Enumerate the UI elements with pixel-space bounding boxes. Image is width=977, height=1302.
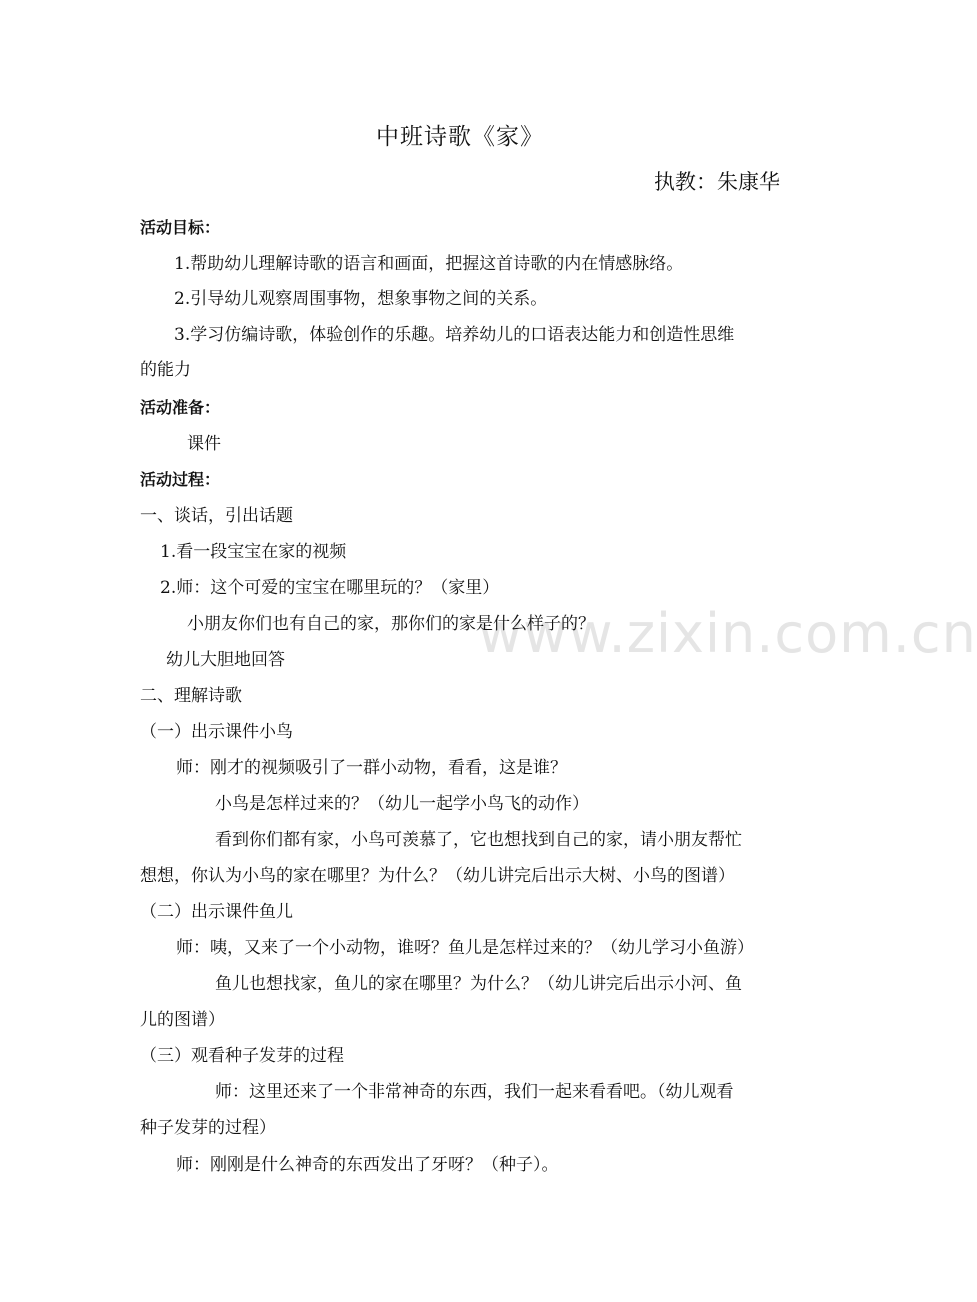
teacher-name: 执教：朱康华 bbox=[654, 170, 780, 194]
goal-1: 1.帮助幼儿理解诗歌的语言和画面，把握这首诗歌的内在情感脉络。 bbox=[174, 254, 684, 274]
section-1-line-3b: 想想，你认为小鸟的家在哪里？为什么？（幼儿讲完后出示大树、小鸟的图谱） bbox=[140, 866, 735, 886]
section-2-line-2a: 鱼儿也想找家，鱼儿的家在哪里？为什么？（幼儿讲完后出示小河、鱼 bbox=[215, 974, 742, 994]
document-title: 中班诗歌《家》 bbox=[376, 124, 544, 150]
goals-heading: 活动目标： bbox=[140, 218, 221, 237]
section-1-line-3a: 看到你们都有家，小鸟可羡慕了，它也想找到自己的家，请小朋友帮忙 bbox=[215, 830, 742, 850]
section-1-heading: （一）出示课件小鸟 bbox=[140, 722, 293, 742]
part1-step-2: 2.师：这个可爱的宝宝在哪里玩的？（家里） bbox=[160, 578, 500, 598]
part1-answer: 幼儿大胆地回答 bbox=[166, 650, 285, 670]
section-3-line-1a: 师：这里还来了一个非常神奇的东西，我们一起来看看吧。（幼儿观看 bbox=[215, 1082, 734, 1102]
part1-step-1: 1.看一段宝宝在家的视频 bbox=[160, 542, 347, 562]
section-3-line-2: 师：刚刚是什么神奇的东西发出了牙呀？（种子）。 bbox=[176, 1155, 559, 1175]
section-1-line-1: 师：刚才的视频吸引了一群小动物，看看，这是谁？ bbox=[176, 758, 567, 778]
section-3-line-1b: 种子发芽的过程） bbox=[140, 1118, 276, 1138]
prep-heading: 活动准备： bbox=[140, 398, 221, 417]
part2-heading: 二、理解诗歌 bbox=[140, 686, 242, 706]
section-2-line-2b: 儿的图谱） bbox=[140, 1010, 225, 1030]
section-3-heading: （三）观看种子发芽的过程 bbox=[140, 1046, 344, 1066]
goal-3-line-2: 的能力 bbox=[140, 360, 191, 380]
watermark: www.zixin.com.cn bbox=[478, 602, 977, 665]
goal-2: 2.引导幼儿观察周围事物，想象事物之间的关系。 bbox=[174, 289, 548, 309]
section-2-heading: （二）出示课件鱼儿 bbox=[140, 902, 293, 922]
section-1-line-2: 小鸟是怎样过来的？（幼儿一起学小鸟飞的动作） bbox=[215, 794, 589, 814]
section-2-line-1: 师：咦，又来了一个小动物，谁呀？鱼儿是怎样过来的？（幼儿学习小鱼游） bbox=[176, 938, 754, 958]
part1-question: 小朋友你们也有自己的家，那你们的家是什么样子的？ bbox=[187, 614, 595, 634]
goal-3-line-1: 3.学习仿编诗歌，体验创作的乐趣。培养幼儿的口语表达能力和创造性思维 bbox=[174, 325, 735, 345]
part1-heading: 一、谈话，引出话题 bbox=[140, 506, 293, 526]
process-heading: 活动过程： bbox=[140, 470, 221, 489]
prep-item: 课件 bbox=[187, 434, 221, 454]
